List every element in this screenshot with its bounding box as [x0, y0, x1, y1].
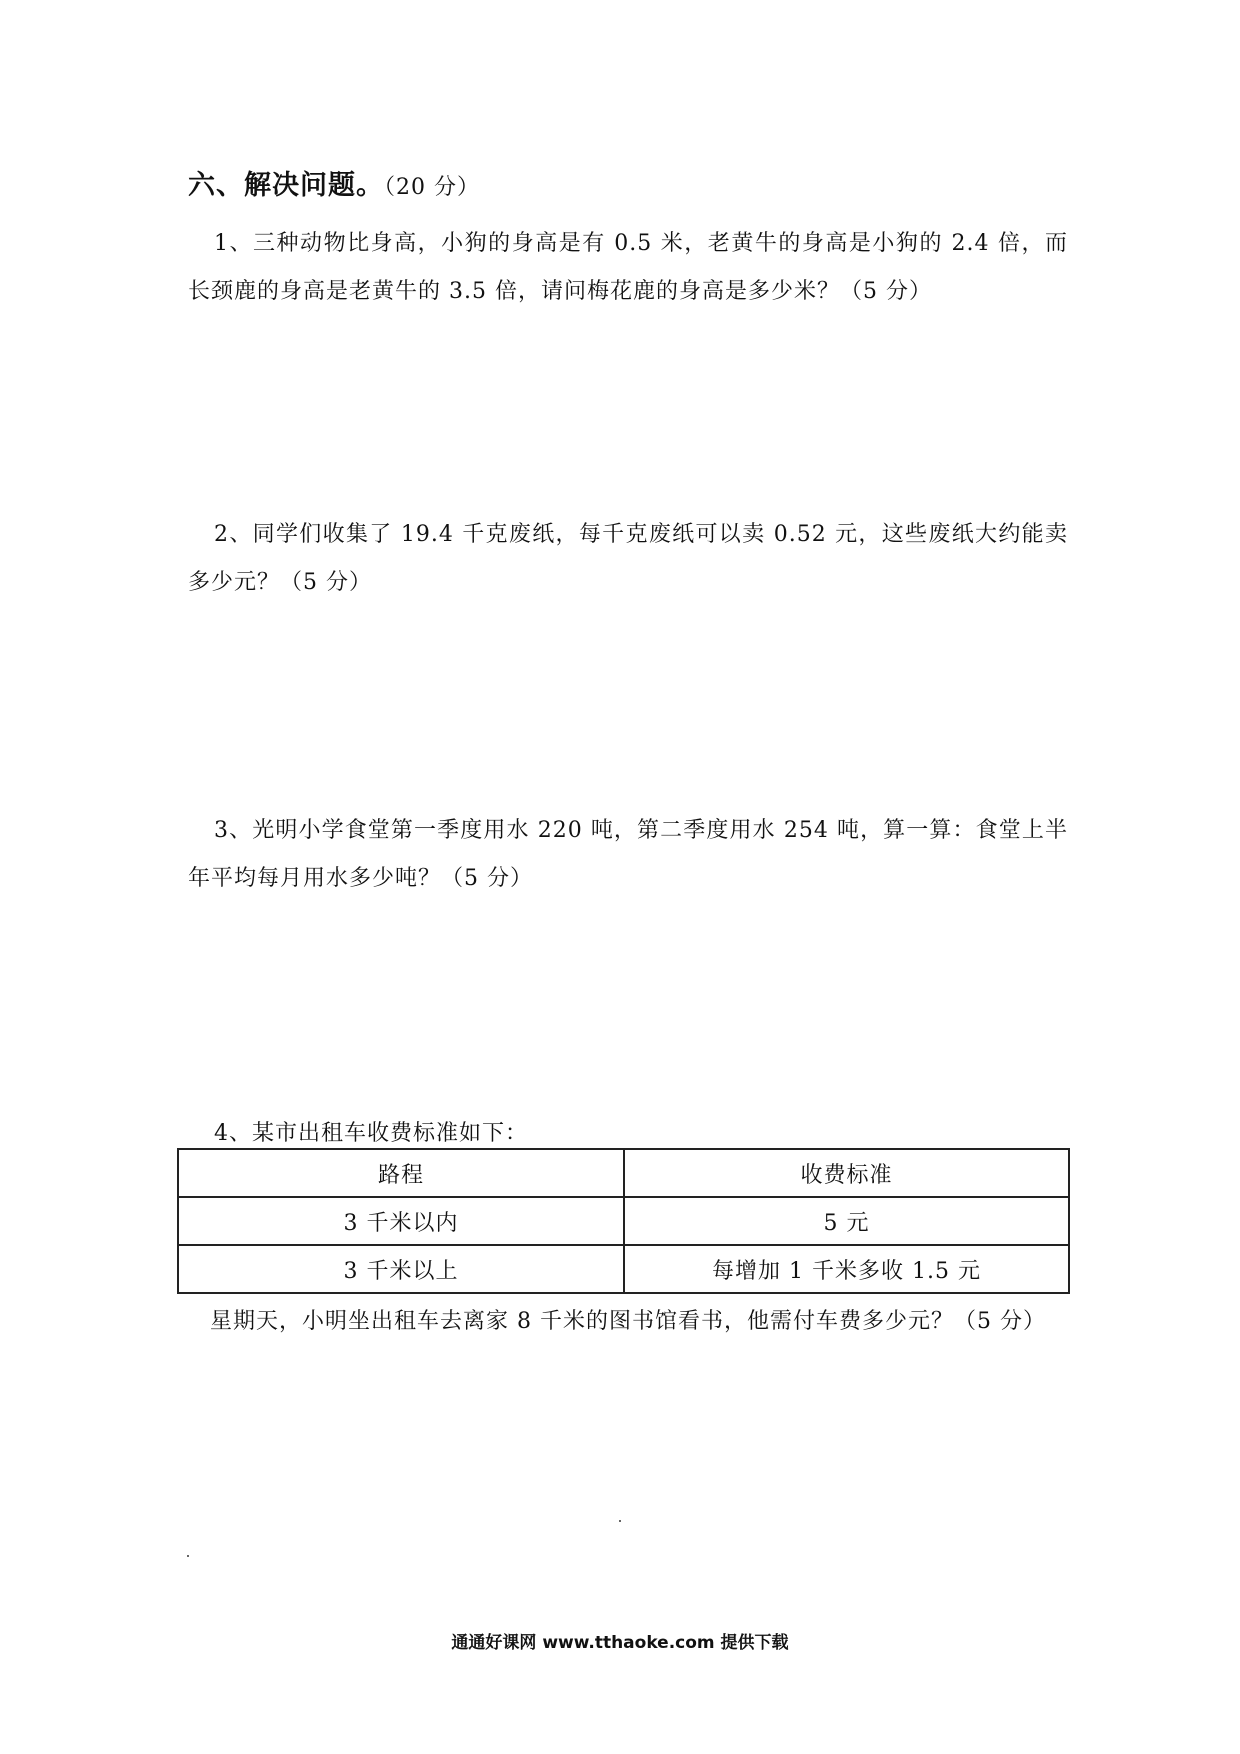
section-score: （20 分）: [384, 175, 480, 200]
table-cell-fare: 每增加 1 千米多收 1.5 元: [624, 1245, 1069, 1293]
table-cell-distance: 3 千米以内: [178, 1197, 624, 1245]
question-4: 4、某市出租车收费标准如下：: [214, 1121, 528, 1146]
table-row: [178, 1245, 1069, 1293]
table-row: [178, 1197, 1069, 1245]
question-2: 2、同学们收集了 19.4 千克废纸，每千克废纸可以卖 0.52 元，这些废纸大约能卖多少元？（5 分）: [188, 522, 1068, 595]
scan-speck: [619, 1520, 621, 1522]
section-title-text: 六、解决问题。: [188, 170, 384, 201]
table-cell-distance: 3 千米以上: [178, 1245, 624, 1293]
question-4-followup: 星期天，小明坐出租车去离家 8 千米的图书馆看书，他需付车费多少元？（5 分）: [210, 1309, 1046, 1334]
table-header-fare: 收费标准: [624, 1149, 1069, 1197]
footer-watermark: 通通好课网 www.tthaoke.com 提供下载: [451, 1633, 789, 1653]
question-3: 3、光明小学食堂第一季度用水 220 吨，第二季度用水 254 吨，算一算：食堂上半年平均每月用水多少吨？（5 分）: [188, 818, 1068, 891]
table-header-row: [178, 1149, 1069, 1197]
scan-speck: [187, 1555, 189, 1557]
section-title: [188, 163, 480, 202]
question-1: 1、三种动物比身高，小狗的身高是有 0.5 米，老黄牛的身高是小狗的 2.4 倍，而长颈鹿的身高是老黄牛的 3.5 倍，请问梅花鹿的身高是多少米？（5 分）: [188, 231, 1068, 304]
fare-table: [177, 1148, 1070, 1294]
table-header-distance: 路程: [178, 1149, 624, 1197]
table-cell-fare: 5 元: [624, 1197, 1069, 1245]
